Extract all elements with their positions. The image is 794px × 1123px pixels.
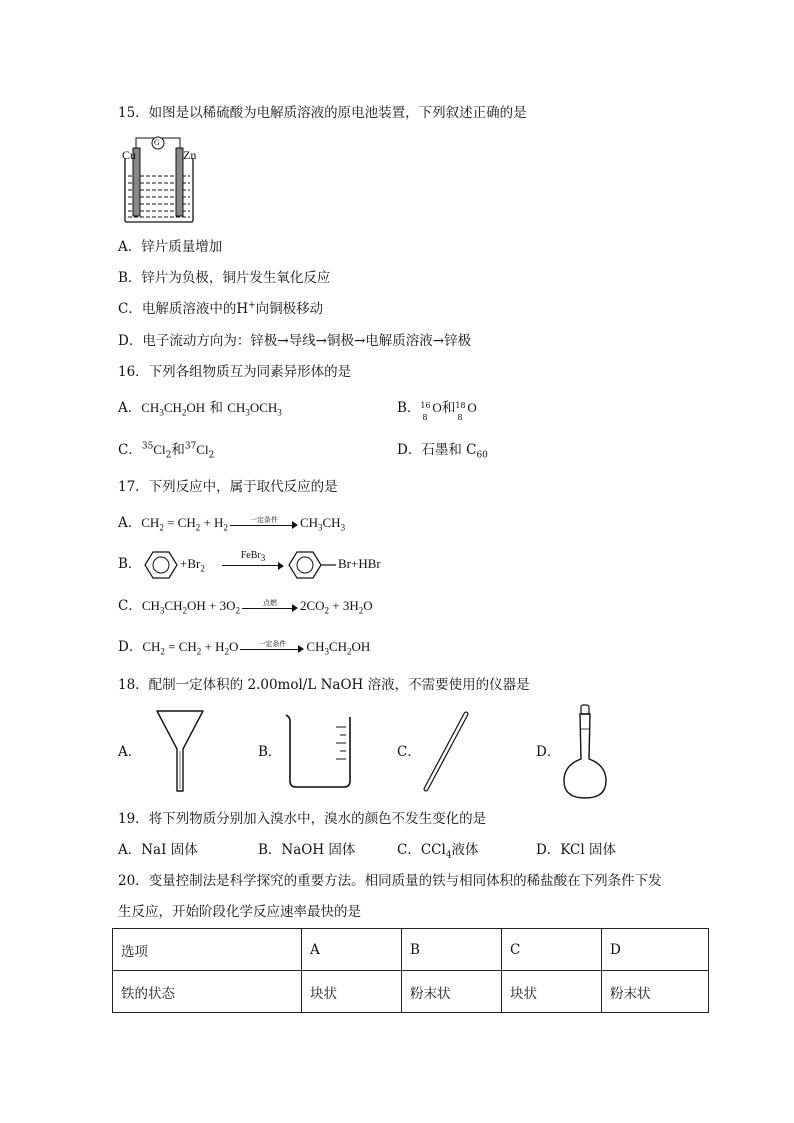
volumetric-flask-icon (560, 703, 610, 801)
q17-b-arrow: FeBr$_3$ (222, 550, 284, 570)
table-row (113, 971, 709, 1013)
table-cell: C (502, 929, 602, 971)
table-cell: A (302, 929, 402, 971)
cu-label: Cu (122, 148, 137, 162)
q17-b-product: Br+HBr (338, 556, 381, 571)
table-row (113, 929, 709, 971)
q20-stem-line1: 20．变量控制法是科学探究的重要方法。相同质量的铁与相同体积的稀盐酸在下列条件下发 (118, 873, 662, 889)
reaction-arrow-icon: 点燃 (242, 600, 298, 614)
galvanometer-label: G (154, 138, 160, 147)
table-cell: B (402, 929, 502, 971)
q18-option-a: A． (118, 744, 142, 760)
q15-option-b: B．锌片为负极，铜片发生氧化反应 (118, 270, 331, 286)
zn-label: Zn (183, 148, 197, 162)
q17-b-reagent: $+Br_2$ (180, 556, 205, 574)
q16-option-c: C．$^{35}Cl_2$和$^{37}Cl_2$ (118, 441, 215, 461)
beaker-icon (284, 713, 352, 789)
q19-stem: 19．将下列物质分别加入溴水中，溴水的颜色不发生变化的是 (118, 811, 487, 827)
q19-option-d: D．KCl 固体 (536, 842, 616, 858)
q17-option-b: B． (118, 556, 142, 572)
q15-option-d: D．电子流动方向为：锌极→导线→铜极→电解质溶液→锌极 (118, 333, 472, 349)
q15-option-c: C．电解质溶液中的H+向铜极移动 (118, 300, 324, 317)
q20-stem-line2: 生反应，开始阶段化学反应速率最快的是 (118, 904, 361, 920)
q17-option-c: C．$CH_3CH_2OH + 3O_2$ 点燃 $2CO_2 + 3H_2O$ (118, 598, 373, 616)
reaction-arrow-icon: 一定条件 (240, 641, 304, 655)
q16-option-d: D．石墨和 $C_{60}$ (397, 442, 488, 461)
table-cell: 粉末状 (402, 971, 502, 1013)
table-cell: 粉末状 (602, 971, 709, 1013)
q17-stem: 17．下列反应中，属于取代反应的是 (118, 479, 338, 495)
q15-option-a: A．锌片质量增加 (118, 239, 223, 255)
q19-option-b: B．NaOH 固体 (258, 842, 356, 858)
q19-option-c: C．CCl$_4$液体 (397, 842, 479, 861)
benzene-ring-product-icon (288, 550, 338, 580)
q15-stem: 15．如图是以稀硫酸为电解质溶液的原电池装置，下列叙述正确的是 (118, 105, 527, 121)
table-cell: 块状 (302, 971, 402, 1013)
q20-table (112, 928, 709, 1013)
q18-stem: 18．配制一定体积的 2.00mol/L NaOH 溶液，不需要使用的仪器是 (118, 677, 530, 693)
arrow-head-icon (278, 562, 284, 570)
funnel-icon (155, 709, 205, 793)
benzene-ring-icon (144, 550, 178, 580)
q16-option-b: B． 16 8 O和 18 8 O (397, 400, 477, 422)
table-cell: D (602, 929, 709, 971)
q17-option-d: D．$CH_2 = CH_2 + H_2O$ 一定条件 $CH_3CH_2OH$ (118, 639, 371, 657)
q19-option-a: A．NaI 固体 (118, 842, 198, 858)
table-cell: 铁的状态 (113, 971, 302, 1013)
q16-option-a: A．$CH_3CH_2OH$ 和 $CH_3OCH_3$ (118, 400, 282, 418)
table-cell: 选项 (113, 929, 302, 971)
table-cell: 块状 (502, 971, 602, 1013)
q16-stem: 16．下列各组物质互为同素异形体的是 (118, 364, 352, 380)
reaction-arrow-icon: 一定条件 (230, 517, 298, 531)
glass-rod-icon (420, 711, 472, 793)
q18-option-b: B． (258, 744, 282, 760)
q18-option-c: C． (397, 744, 421, 760)
q17-option-a: A．$CH_2 = CH_2 + H_2$ 一定条件 $CH_3CH_3$ (118, 515, 346, 533)
q18-option-d: D． (536, 744, 561, 760)
